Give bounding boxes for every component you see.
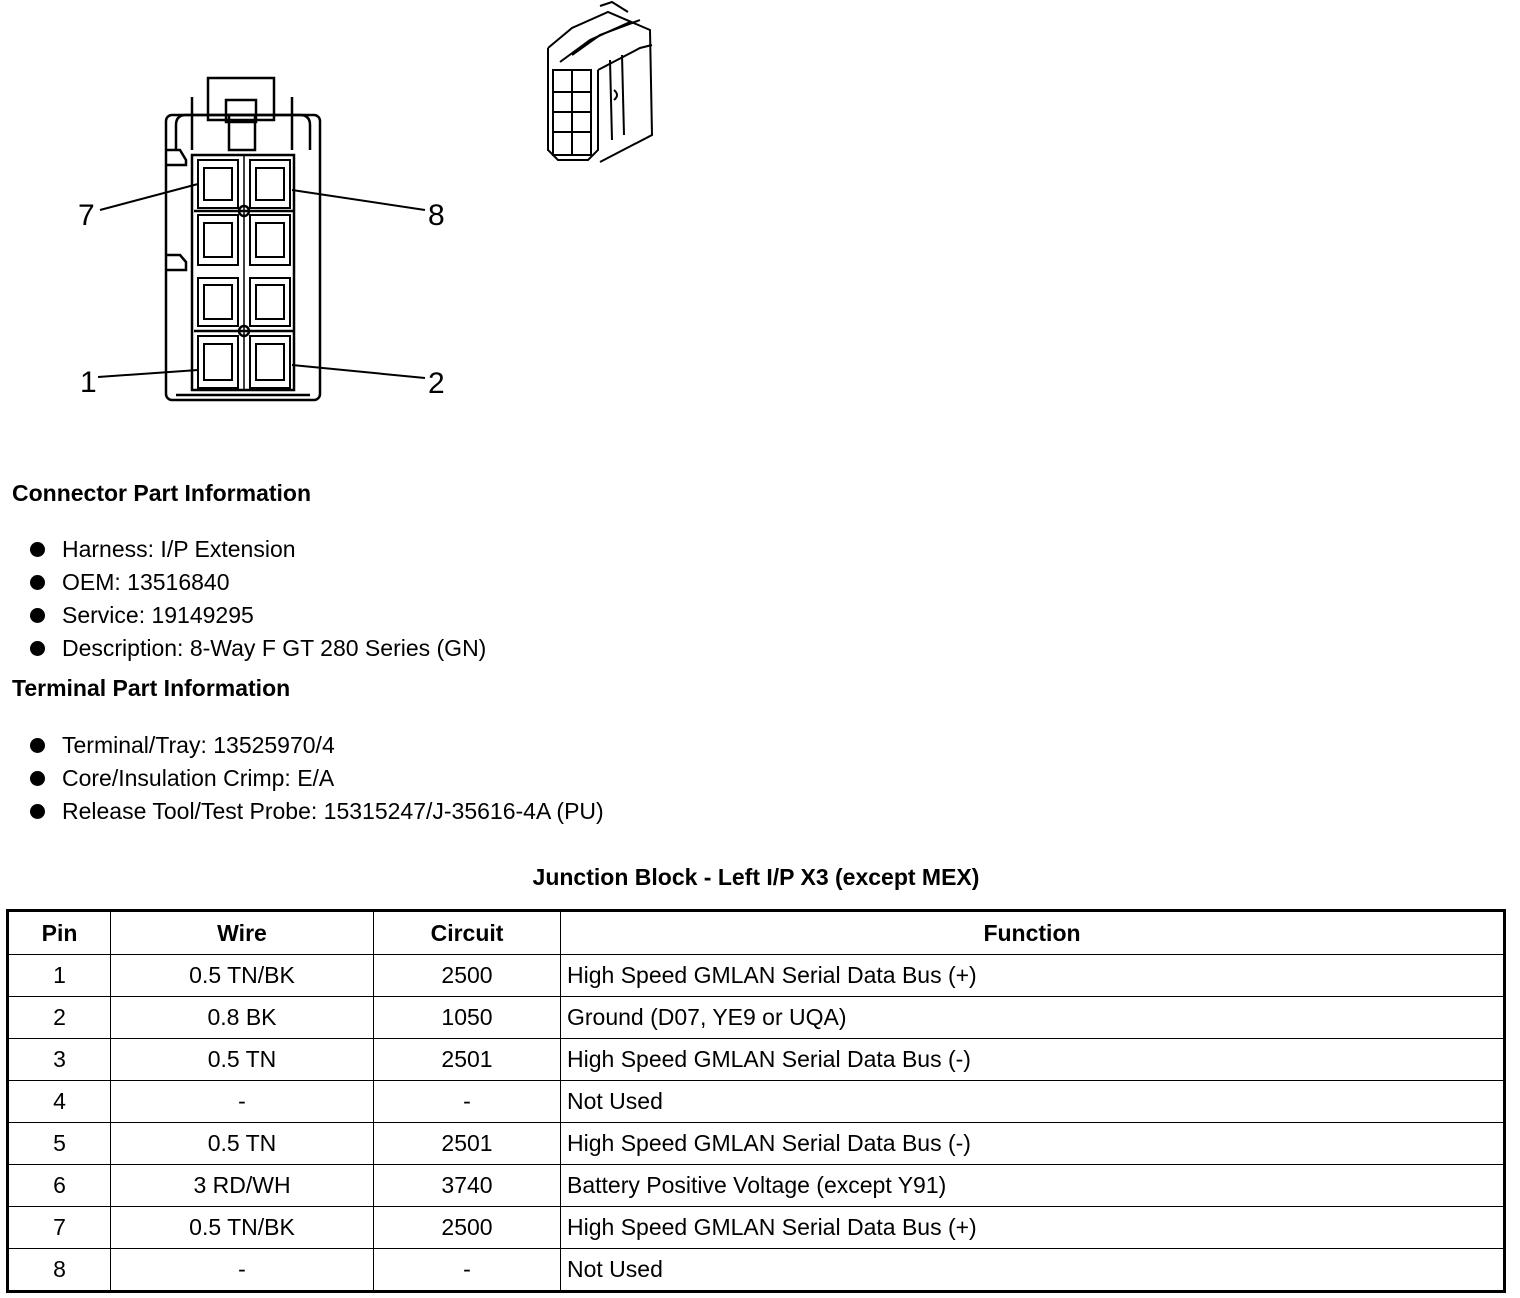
connector-iso-view xyxy=(548,2,652,162)
cell-wire: 3 RD/WH xyxy=(111,1165,374,1207)
cell-pin: 3 xyxy=(8,1039,111,1081)
list-item xyxy=(28,632,486,665)
cell-pin: 5 xyxy=(8,1123,111,1165)
table-row xyxy=(8,955,1505,997)
bullet-icon xyxy=(30,804,45,819)
connector-part-info-heading: Connector Part Information xyxy=(12,480,312,506)
cell-wire: 0.5 TN xyxy=(111,1123,374,1165)
cell-pin: 1 xyxy=(8,955,111,997)
cell-wire: 0.8 BK xyxy=(111,997,374,1039)
list-item-text: Core/Insulation Crimp: E/A xyxy=(62,765,335,791)
bullet-icon xyxy=(30,771,45,786)
cell-pin: 7 xyxy=(8,1207,111,1249)
cell-wire: 0.5 TN xyxy=(111,1039,374,1081)
header-pin: Pin xyxy=(8,911,111,955)
cell-function: Not Used xyxy=(561,1081,1505,1123)
bullet-icon xyxy=(30,542,45,557)
pin-label-1: 1 xyxy=(80,366,97,399)
header-function: Function xyxy=(561,911,1505,955)
cell-circuit: 2501 xyxy=(374,1123,561,1165)
cell-circuit: 1050 xyxy=(374,997,561,1039)
cell-function: High Speed GMLAN Serial Data Bus (-) xyxy=(561,1123,1505,1165)
bullet-icon xyxy=(30,738,45,753)
table-row xyxy=(8,1165,1505,1207)
connector-part-info-list xyxy=(28,533,486,665)
list-item-text: Harness: I/P Extension xyxy=(62,536,296,562)
cell-circuit: 3740 xyxy=(374,1165,561,1207)
cell-function: High Speed GMLAN Serial Data Bus (+) xyxy=(561,955,1505,997)
list-item-text: Description: 8-Way F GT 280 Series (GN) xyxy=(62,635,487,661)
table-row xyxy=(8,1081,1505,1123)
list-item xyxy=(28,566,486,599)
table-row xyxy=(8,1249,1505,1292)
cell-pin: 6 xyxy=(8,1165,111,1207)
cell-wire: 0.5 TN/BK xyxy=(111,1207,374,1249)
terminal-part-info-heading: Terminal Part Information xyxy=(12,675,291,701)
cell-function: High Speed GMLAN Serial Data Bus (+) xyxy=(561,1207,1505,1249)
cell-function: Battery Positive Voltage (except Y91) xyxy=(561,1165,1505,1207)
cell-wire: 0.5 TN/BK xyxy=(111,955,374,997)
cell-circuit: - xyxy=(374,1081,561,1123)
cell-pin: 2 xyxy=(8,997,111,1039)
list-item xyxy=(28,599,486,632)
cell-circuit: 2500 xyxy=(374,1207,561,1249)
list-item xyxy=(28,729,604,762)
cell-pin: 8 xyxy=(8,1249,111,1292)
pin-label-2: 2 xyxy=(428,367,445,400)
connector-front-view xyxy=(166,78,320,400)
list-item-text: OEM: 13516840 xyxy=(62,569,230,595)
header-wire: Wire xyxy=(111,911,374,955)
header-circuit: Circuit xyxy=(374,911,561,955)
table-row xyxy=(8,1123,1505,1165)
bullet-icon xyxy=(30,641,45,656)
table-header-row xyxy=(8,911,1505,955)
table-row xyxy=(8,1039,1505,1081)
list-item xyxy=(28,762,604,795)
cell-function: Not Used xyxy=(561,1249,1505,1292)
connector-diagram xyxy=(0,0,700,420)
bullet-icon xyxy=(30,575,45,590)
list-item-text: Terminal/Tray: 13525970/4 xyxy=(62,732,335,758)
cell-wire: - xyxy=(111,1081,374,1123)
terminal-part-info-list xyxy=(28,729,604,828)
list-item xyxy=(28,533,486,566)
cell-wire: - xyxy=(111,1249,374,1292)
pin-label-7: 7 xyxy=(78,199,95,232)
table-row xyxy=(8,1207,1505,1249)
bullet-icon xyxy=(30,608,45,623)
table-row xyxy=(8,997,1505,1039)
cell-pin: 4 xyxy=(8,1081,111,1123)
cell-circuit: 2500 xyxy=(374,955,561,997)
cell-function: Ground (D07, YE9 or UQA) xyxy=(561,997,1505,1039)
list-item-text: Release Tool/Test Probe: 15315247/J-35616-4A (PU) xyxy=(62,798,604,824)
cell-circuit: 2501 xyxy=(374,1039,561,1081)
cell-circuit: - xyxy=(374,1249,561,1292)
list-item xyxy=(28,795,604,828)
table-title: Junction Block - Left I/P X3 (except MEX) xyxy=(532,864,980,890)
list-item-text: Service: 19149295 xyxy=(62,602,254,628)
pinout-table xyxy=(6,909,1506,1293)
pin-label-8: 8 xyxy=(428,199,445,232)
cell-function: High Speed GMLAN Serial Data Bus (-) xyxy=(561,1039,1505,1081)
